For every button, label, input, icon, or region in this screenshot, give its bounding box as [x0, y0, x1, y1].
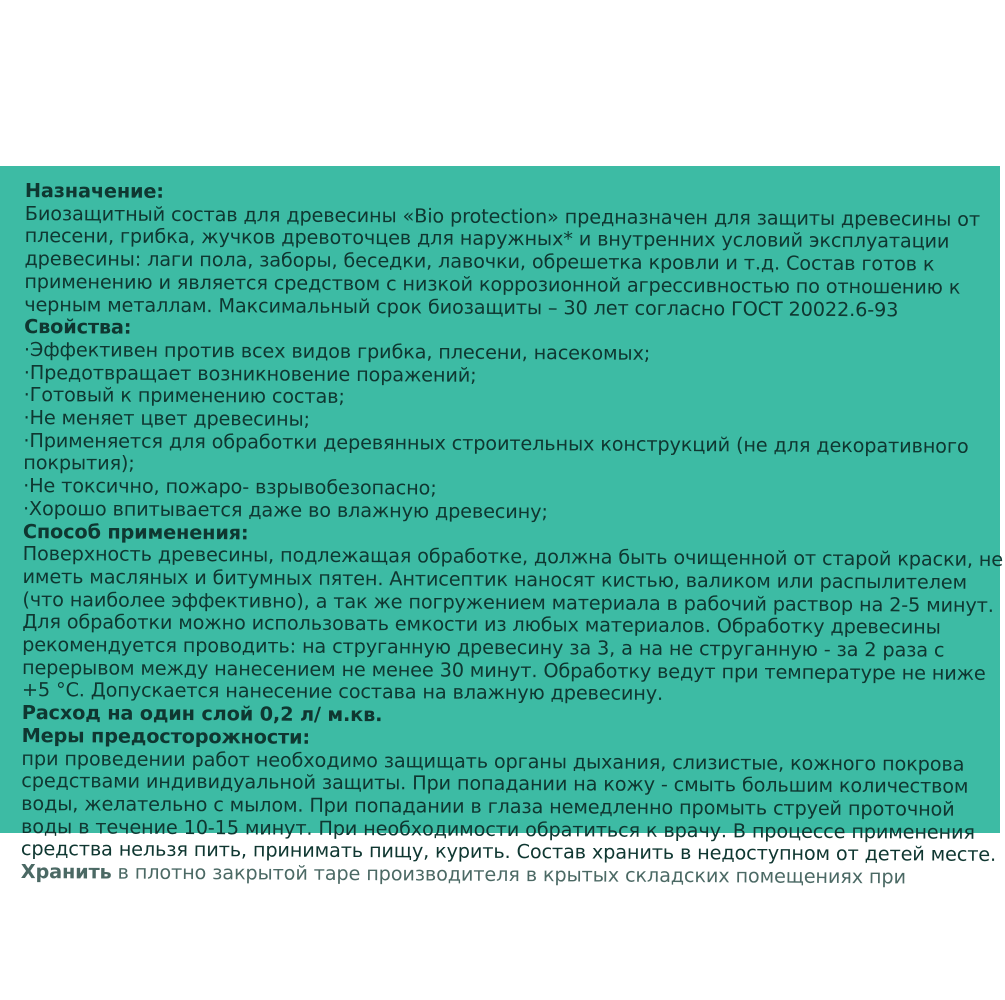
heading-precautions: Меры предосторожности:	[21, 723, 311, 749]
text-line: Для обработки можно использовать емкости из любых материалов. Обработку древесины	[22, 610, 941, 639]
text-line: перерывом между нанесением не менее 30 минут. Обработку ведут при температуре не ниже	[21, 655, 986, 685]
text-line: Биозащитный состав для древесины «Bio protection» предназначен для защиты древесины от	[24, 201, 981, 231]
text-line: рекомендуется проводить: на струганную древесину за 3, а на не струганную - за 2 раза с	[22, 633, 945, 662]
text-line: средства нельзя пить, принимать пищу, курить. Состав хранить в недоступном от детей месте.	[20, 837, 997, 867]
text-line: (что наиболее эффективно), а так же погружением материала в рабочий раствор на 2-5 минут.	[22, 587, 994, 617]
text-line: плесени, грибка, жучков древоточцев для наружных* и внутренних условий эксплуатации	[24, 224, 950, 254]
heading-properties: Свойства:	[24, 315, 132, 339]
bullet-item: ·Готовый к применению состав;	[23, 383, 345, 409]
heading-purpose: Назначение:	[24, 179, 164, 203]
text-line: воды, желательно с мылом. При попадании в глаза немедленно промыть струей проточной	[21, 791, 955, 821]
text-line: +5 °С. Допускается нанесение состава на влажную древесину.	[21, 678, 664, 706]
bullet-item: ·Эффективен против всех видов грибка, плесени, насекомых;	[23, 337, 651, 365]
text-line: черным металлам. Максимальный срок биозащиты – 30 лет согласно ГОСТ 20022.6-93	[24, 292, 899, 321]
heading-application-method: Способ применения:	[22, 519, 249, 544]
storage-line-cropped	[21, 861, 981, 890]
bullet-item: ·Применяется для обработки деревянных строительных конструкций (не для декоративного	[23, 428, 969, 458]
bullet-item: ·Хорошо впитывается даже во влажную древесину;	[22, 496, 548, 524]
text-line: древесины: лаги пола, заборы, беседки, лавочки, обрешетка кровли и т.д. Состав готов к	[24, 247, 935, 276]
bullet-item: ·Не токсично, пожаро- взрывобезопасно;	[23, 474, 437, 500]
text-line: применению и является средством с низкой коррозионной агрессивностью по отношению к	[24, 269, 961, 299]
label-text-block	[20, 179, 1004, 890]
text-line: Поверхность древесины, подлежащая обработке, должна быть очищенной от старой краски, не	[22, 542, 1004, 572]
text-line: воды в течение 10-15 минут. При необходимости обратиться к врачу. В процессе применения	[20, 814, 975, 844]
heading-storage: Хранить	[20, 860, 112, 884]
storage-text: в плотно закрытой таре производителя в крытых складских помещениях при	[111, 860, 906, 889]
text-line: иметь масляных и битумных пятен. Антисептик наносят кистью, валиком или распылителем	[22, 564, 968, 594]
heading-consumption: Расход на один слой 0,2 л/ м.кв.	[21, 701, 383, 727]
product-label	[0, 166, 1004, 889]
bullet-item: ·Не меняет цвет древесины;	[23, 406, 311, 431]
bullet-item: ·Предотвращает возникновение поражений;	[23, 360, 477, 387]
text-line: средствами индивидуальной защиты. При попадании на кожу - смыть большим количеством	[21, 769, 969, 799]
bullet-item-continued: покрытия);	[23, 451, 135, 476]
text-line: при проведении работ необходимо защищать органы дыхания, слизистые, кожного покрова	[21, 746, 965, 776]
